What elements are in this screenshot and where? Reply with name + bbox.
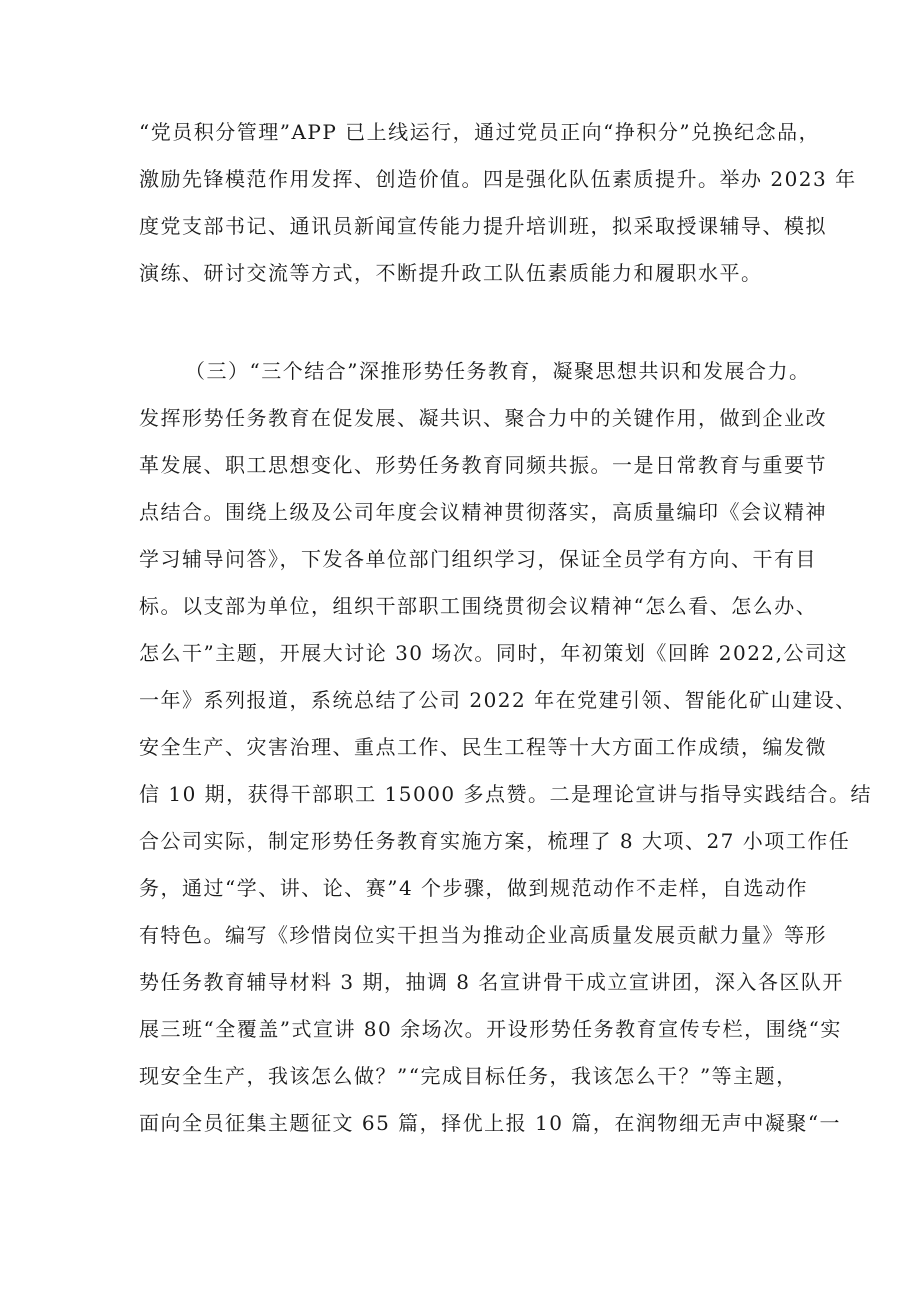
section-heading-line: （三）“三个结合”深推形势任务教育，凝聚思想共识和发展合力。 <box>185 359 811 383</box>
text-line: 务，通过“学、讲、论、赛”4 个步骤，做到规范动作不走样，自选动作 <box>139 876 809 900</box>
text-line: 演练、研讨交流等方式，不断提升政工队伍素质能力和履职水平。 <box>139 261 763 285</box>
text-line: 面向全员征集主题征文 65 篇，择优上报 10 篇，在润物细无声中凝聚“一 <box>139 1111 842 1135</box>
text-line: 势任务教育辅导材料 3 期，抽调 8 名宣讲骨干成立宣讲团，深入各区队开 <box>139 970 844 994</box>
text-line: 展三班“全覆盖”式宣讲 80 余场次。开设形势任务教育宣传专栏，围绕“实 <box>139 1017 842 1041</box>
text-line: 度党支部书记、通讯员新闻宣传能力提升培训班，拟采取授课辅导、模拟 <box>139 214 827 238</box>
text-line: 革发展、职工思想变化、形势任务教育同频共振。一是日常教育与重要节 <box>139 453 827 477</box>
text-line: 发挥形势任务教育在促发展、凝共识、聚合力中的关键作用，做到企业改 <box>139 406 827 430</box>
text-line: 点结合。围绕上级及公司年度会议精神贯彻落实，高质量编印《会议精神 <box>139 500 827 524</box>
text-line: 信 10 期，获得干部职工 15000 多点赞。二是理论宣讲与指导实践结合。结 <box>139 782 873 806</box>
text-line: 怎么干”主题，开展大讨论 30 场次。同时，年初策划《回眸 2022,公司这 <box>139 641 849 665</box>
text-line: 有特色。编写《珍惜岗位实干担当为推动企业高质量发展贡献力量》等形 <box>139 923 827 947</box>
text-line: 激励先锋模范作用发挥、创造价值。四是强化队伍素质提升。举办 2023 年 <box>139 167 857 191</box>
text-line: “党员积分管理”APP 已上线运行，通过党员正向“挣积分”兑换纪念品， <box>139 120 821 144</box>
text-line: 安全生产、灾害治理、重点工作、民生工程等十大方面工作成绩，编发微 <box>139 735 827 759</box>
text-line: 标。以支部为单位，组织干部职工围绕贯彻会议精神“怎么看、怎么办、 <box>139 594 818 618</box>
text-line: 合公司实际，制定形势任务教育实施方案，梳理了 8 大项、27 小项工作任 <box>139 829 851 853</box>
text-line: 学习辅导问答》，下发各单位部门组织学习，保证全员学有方向、干有目 <box>139 547 817 571</box>
text-line: 现安全生产，我该怎么做？”“完成目标任务，我该怎么干？”等主题， <box>139 1064 798 1088</box>
text-line: 一年》系列报道，系统总结了公司 2022 年在党建引领、智能化矿山建设、 <box>139 688 857 712</box>
